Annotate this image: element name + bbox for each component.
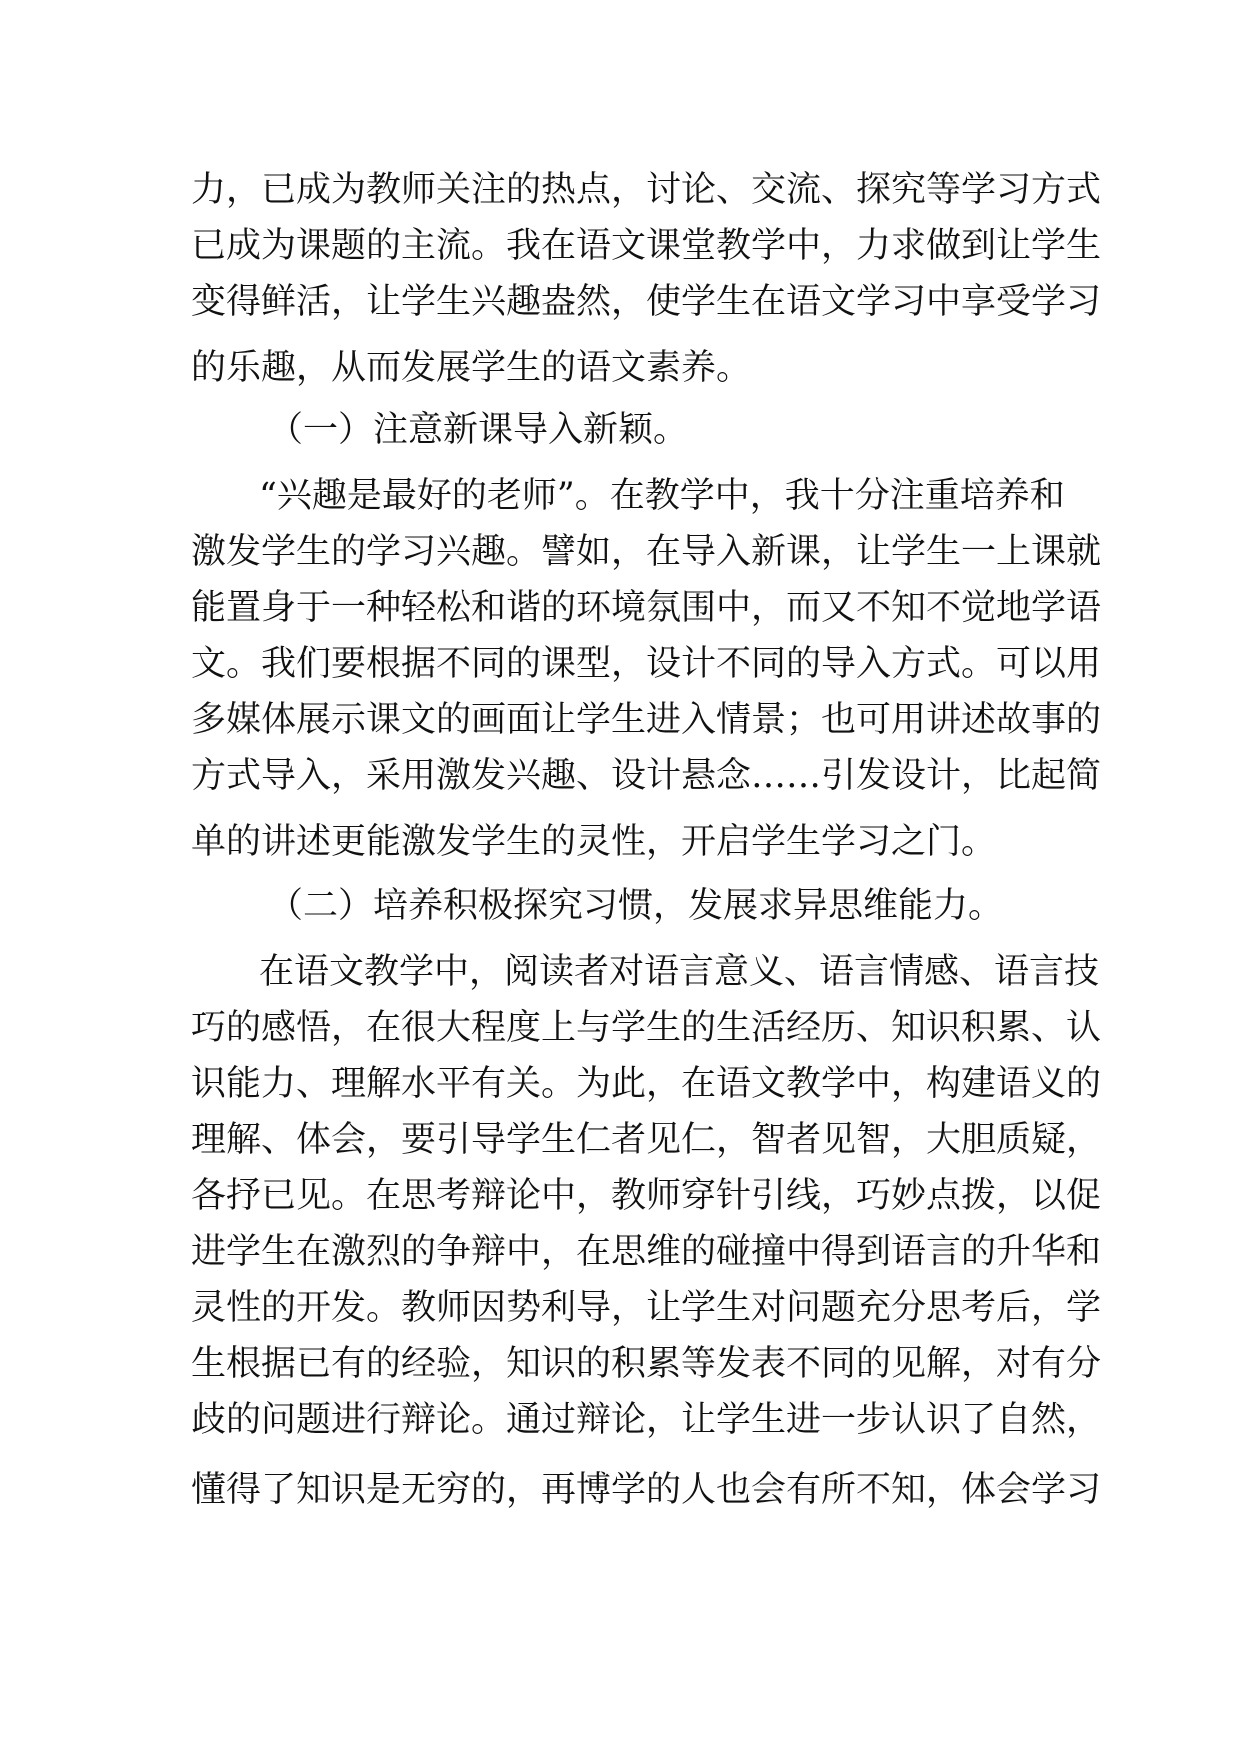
text-line: 单的讲述更能激发学生的灵性，开启学生学习之门。 bbox=[191, 822, 997, 862]
paragraph-first-line: 在语文教学中，阅读者对语言意义、语言情感、语言技 bbox=[259, 952, 1100, 992]
text-line: 能置身于一种轻松和谐的环境氛围中，而又不知不觉地学语 bbox=[191, 588, 1102, 628]
text-line: 懂得了知识是无穷的，再博学的人也会有所不知，体会学习 bbox=[191, 1470, 1102, 1510]
text-line: 识能力、理解水平有关。为此，在语文教学中，构建语义的 bbox=[191, 1064, 1102, 1104]
text-line: 多媒体展示课文的画面让学生进入情景；也可用讲述故事的 bbox=[191, 700, 1102, 740]
text-line: 歧的问题进行辩论。通过辩论，让学生进一步认识了自然， bbox=[191, 1400, 1102, 1440]
text-line: 理解、体会，要引导学生仁者见仁，智者见智，大胆质疑， bbox=[191, 1120, 1102, 1160]
section-heading: （一）注意新课导入新颖。 bbox=[268, 410, 689, 450]
text-line: 的乐趣，从而发展学生的语文素养。 bbox=[191, 348, 752, 388]
text-line: 已成为课题的主流。我在语文课堂教学中，力求做到让学生 bbox=[191, 226, 1102, 266]
section-heading: （二）培养积极探究习惯，发展求异思维能力。 bbox=[268, 886, 1004, 926]
paragraph-first-line: “兴趣是最好的老师”。在教学中，我十分注重培养和 bbox=[259, 476, 1065, 516]
text-line: 生根据已有的经验，知识的积累等发表不同的见解，对有分 bbox=[191, 1344, 1102, 1384]
text-line: 各抒已见。在思考辩论中，教师穿针引线，巧妙点拨，以促 bbox=[191, 1176, 1102, 1216]
text-line: 文。我们要根据不同的课型，设计不同的导入方式。可以用 bbox=[191, 644, 1102, 684]
text-line: 巧的感悟，在很大程度上与学生的生活经历、知识积累、认 bbox=[191, 1008, 1102, 1048]
text-line: 进学生在激烈的争辩中，在思维的碰撞中得到语言的升华和 bbox=[191, 1232, 1102, 1272]
text-line: 方式导入，采用激发兴趣、设计悬念……引发设计，比起简 bbox=[191, 756, 1102, 796]
text-line: 灵性的开发。教师因势利导，让学生对问题充分思考后，学 bbox=[191, 1288, 1102, 1328]
text-line: 变得鲜活，让学生兴趣盎然，使学生在语文学习中享受学习 bbox=[191, 282, 1102, 322]
text-line: 激发学生的学习兴趣。譬如，在导入新课，让学生一上课就 bbox=[191, 532, 1102, 572]
text-line: 力，已成为教师关注的热点，讨论、交流、探究等学习方式 bbox=[191, 170, 1102, 210]
